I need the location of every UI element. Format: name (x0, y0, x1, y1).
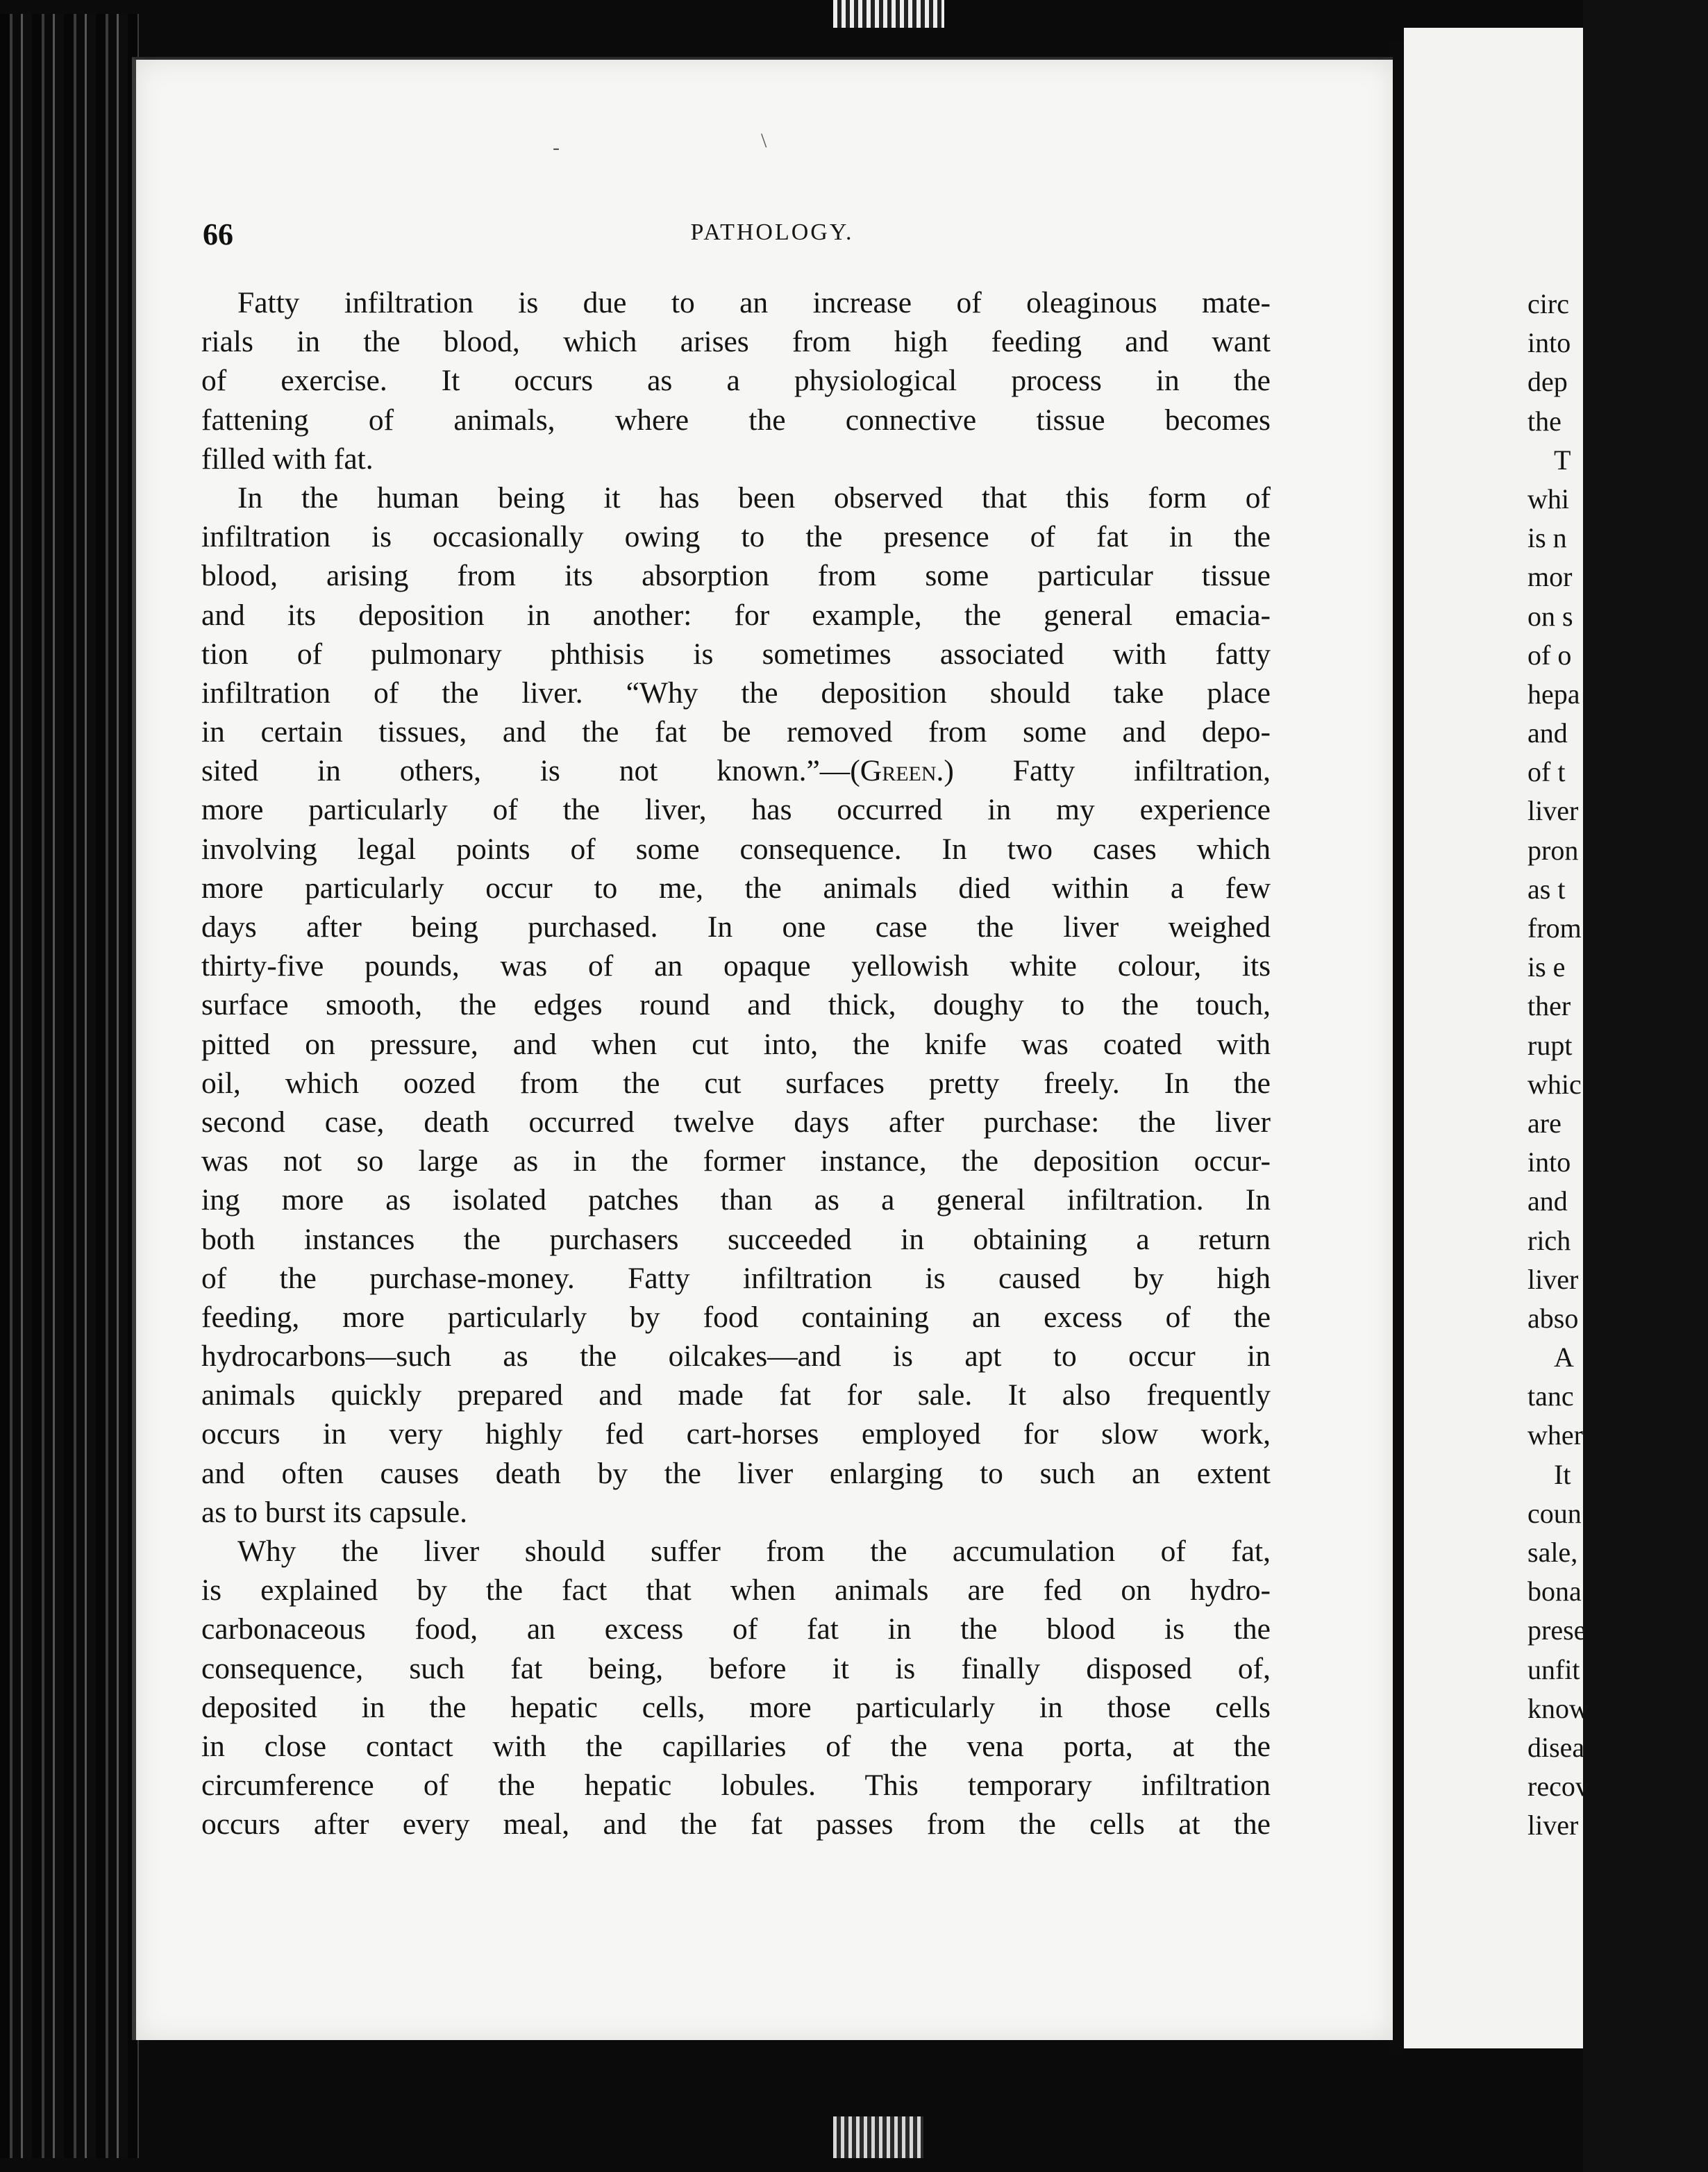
facing-text-line: mor (1527, 561, 1573, 593)
facing-text-line: disea (1527, 1731, 1585, 1763)
text-line: feeding, more particularly by food containing an excess of the (201, 1300, 1271, 1334)
facing-text-line: coun (1527, 1497, 1582, 1529)
text-line: thirty-five pounds, was of an opaque yellowish white colour, its (201, 949, 1271, 983)
text-line: both instances the purchasers succeeded in obtaining a return (201, 1222, 1271, 1256)
text-line: occurs in very highly fed cart-horses employed for slow work, (201, 1417, 1271, 1451)
text-line: hydrocarbons—such as the oilcakes—and is apt to occur in (201, 1339, 1271, 1373)
text-line: deposited in the hepatic cells, more particularly in those cells (201, 1690, 1271, 1724)
text-fragment: sited in others, is not known.”—( (201, 754, 860, 788)
facing-text-line: circ (1527, 288, 1569, 319)
facing-text-line: wher (1527, 1419, 1583, 1451)
facing-text-line: whic (1527, 1068, 1582, 1100)
scan-speck: - (553, 136, 560, 159)
facing-text-line: of t (1527, 756, 1566, 788)
facing-text-line: tanc (1527, 1380, 1574, 1412)
text-line: of the purchase-money. Fatty infiltration is caused by high (201, 1261, 1271, 1295)
facing-text-line: into (1527, 1146, 1571, 1178)
text-line: in close contact with the capillaries of the vena porta, at the (201, 1729, 1271, 1763)
facing-text-line: abso (1527, 1302, 1579, 1334)
text-line: blood, arising from its absorption from some particular tissue (201, 559, 1271, 593)
text-line: was not so large as in the former instance, the deposition occur- (201, 1144, 1271, 1178)
author-citation: Green. (860, 754, 944, 788)
text-line: ing more as isolated patches than as a general infiltration. In (201, 1183, 1271, 1217)
facing-text-line: on s (1527, 600, 1573, 632)
text-fragment: ) Fatty infiltration, (944, 754, 1271, 788)
facing-text-line: the (1527, 405, 1562, 437)
facing-text-line: of o (1527, 639, 1572, 671)
text-line: and often causes death by the liver enlarging to such an extent (201, 1456, 1271, 1490)
text-line: rials in the blood, which arises from high feeding and want (201, 325, 1271, 359)
facing-text-line: and (1527, 717, 1568, 749)
binding-thread-bottom (833, 2116, 923, 2158)
facing-text-line: hepa (1527, 678, 1580, 710)
book-spine (0, 14, 139, 2158)
text-line: infiltration of the liver. “Why the deposition should take place (201, 676, 1271, 710)
text-line: second case, death occurred twelve days after purchase: the liver (201, 1105, 1271, 1139)
facing-text-line: It (1554, 1458, 1571, 1490)
facing-text-line: A (1554, 1342, 1574, 1373)
text-line: filled with fat. (201, 442, 374, 476)
facing-text-line: recov (1527, 1771, 1589, 1803)
facing-text-line: rich (1527, 1224, 1571, 1256)
text-line: infiltration is occasionally owing to the presence of fat in the (201, 520, 1271, 554)
text-line: animals quickly prepared and made fat for sale. It also frequently (201, 1378, 1271, 1412)
facing-text-line: is n (1527, 522, 1567, 554)
running-head (203, 217, 1341, 258)
text-line: days after being purchased. In one case the liver weighed (201, 910, 1271, 944)
text-line: circumference of the hepatic lobules. This temporary infiltration (201, 1769, 1271, 1803)
facing-text-line: as t (1527, 873, 1566, 905)
facing-text-line: liver (1527, 795, 1579, 827)
facing-page-text (1527, 285, 1708, 1846)
facing-page-edge (1404, 28, 1589, 2048)
binding-thread-top (833, 0, 944, 28)
text-line: consequence, such fat being, before it is finally disposed of, (201, 1651, 1271, 1685)
text-line: is explained by the fact that when animals are fed on hydro- (201, 1573, 1271, 1607)
facing-text-line: dep (1527, 366, 1568, 398)
facing-text-line: from (1527, 912, 1582, 944)
text-line: Fatty infiltration is due to an increase of oleaginous mate- (237, 286, 1271, 319)
text-line: tion of pulmonary phthisis is sometimes associated with fatty (201, 637, 1271, 671)
text-line: involving legal points of some consequence. In two cases which (201, 832, 1271, 866)
page-number: 66 (203, 217, 233, 251)
text-line: more particularly of the liver, has occurred in my experience (201, 793, 1271, 827)
text-line: fattening of animals, where the connective tissue becomes (201, 403, 1271, 437)
text-line: more particularly occur to me, the animals died within a few (201, 871, 1271, 905)
running-title: PATHOLOGY. (690, 219, 854, 245)
text-line: and its deposition in another: for example, the general emacia- (201, 598, 1271, 632)
text-line (201, 751, 1271, 790)
facing-text-line: rupt (1527, 1029, 1573, 1061)
facing-text-line: whi (1527, 483, 1569, 515)
body-text (201, 283, 1271, 1844)
facing-text-line: are (1527, 1107, 1562, 1139)
facing-text-line: T (1554, 444, 1571, 476)
text-line: In the human being it has been observed that this form of (237, 481, 1271, 515)
facing-text-line: sale, (1527, 1537, 1578, 1568)
facing-text-line: liver (1527, 1810, 1579, 1841)
text-line: occurs after every meal, and the fat passes from the cells at the (201, 1807, 1271, 1841)
text-line: of exercise. It occurs as a physiological process in the (201, 364, 1271, 398)
facing-text-line: ther (1527, 990, 1571, 1022)
text-line: surface smooth, the edges round and thick, doughy to the touch, (201, 988, 1271, 1022)
text-line: as to burst its capsule. (201, 1495, 467, 1529)
facing-text-line: liver (1527, 1263, 1579, 1295)
text-line: Why the liver should suffer from the accumulation of fat, (237, 1535, 1271, 1568)
text-line: carbonaceous food, an excess of fat in the blood is the (201, 1612, 1271, 1646)
facing-text-line: into (1527, 327, 1571, 359)
text-line: oil, which oozed from the cut surfaces pretty freely. In the (201, 1066, 1271, 1100)
facing-text-line: pron (1527, 834, 1579, 866)
scan-speck: \ (761, 129, 767, 152)
facing-text-line: is e (1527, 951, 1566, 983)
facing-text-line: bona (1527, 1576, 1582, 1607)
facing-text-line: and (1527, 1185, 1568, 1217)
facing-text-line: know (1527, 1692, 1589, 1724)
text-line: in certain tissues, and the fat be removed from some and depo- (201, 715, 1271, 749)
facing-text-line: unfit (1527, 1653, 1580, 1685)
facing-text-line: prese (1527, 1614, 1586, 1646)
text-line: pitted on pressure, and when cut into, the knife was coated with (201, 1027, 1271, 1061)
